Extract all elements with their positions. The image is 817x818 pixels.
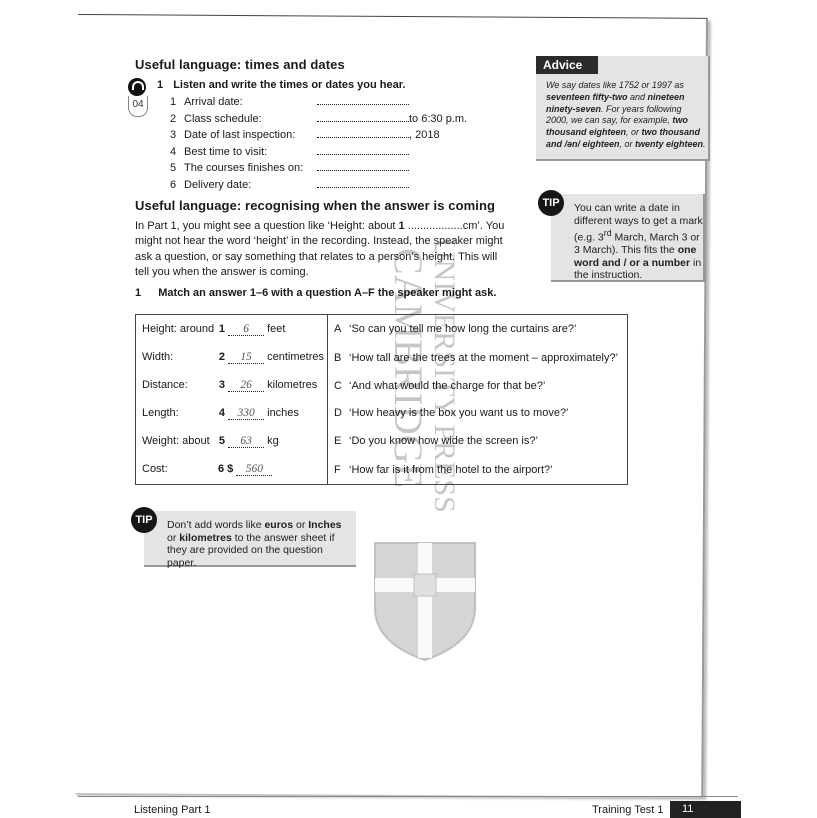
question-text: ‘How tall are the trees at the moment – approximately?’ xyxy=(349,351,619,364)
handwritten-answer[interactable]: 560 xyxy=(236,464,272,476)
item-number: 4 xyxy=(170,145,177,158)
date-item-1 xyxy=(170,95,500,108)
tip1-badge: TIP xyxy=(538,190,564,216)
handwritten-answer[interactable]: 6 xyxy=(228,324,264,336)
answer-unit: kg xyxy=(267,434,279,447)
item-number: 6 xyxy=(170,178,177,191)
page-number: 11 xyxy=(670,801,741,818)
question-cell xyxy=(328,315,628,344)
item-suffix: , 2018 xyxy=(409,129,440,141)
track-number: 04 xyxy=(128,96,148,117)
watermark-text-2: UNIVERSITY PRESS xyxy=(428,238,461,513)
question-text: ‘And what would the charge for that be?’ xyxy=(349,379,546,392)
question-letter: F xyxy=(334,463,341,476)
tip1-text: You can write a date in different ways to get a mark (e.g. 3rd March, March 3 or 3 March). This fits the one word and / or a number in the instruction. xyxy=(574,202,703,282)
answer-number: 2 xyxy=(218,351,225,364)
question-text: ‘How far is it from the hotel to the airport?’ xyxy=(349,463,553,476)
section1-heading: Useful language: times and dates xyxy=(135,57,345,72)
headphones-icon xyxy=(128,78,146,96)
answer-blank[interactable] xyxy=(317,95,409,105)
answer-label: Weight: about xyxy=(142,434,210,447)
question-letter: C xyxy=(334,379,342,392)
answer-cell xyxy=(136,372,328,400)
answer-label: Height: around xyxy=(142,322,215,335)
section2-intro: In Part 1, you might see a question like ‘Height: about 1 ..................cm’. You might not hear the word ‘height’ in the recording. Instead, the speaker might ask a question, or say something that relates to a person’s height. This will tell you when the answer is coming. xyxy=(135,220,505,278)
answer-label: Distance: xyxy=(142,379,188,391)
watermark-text-1: CAMBRIDGE xyxy=(386,248,431,489)
question-text: ‘So can you tell me how long the curtains are?’ xyxy=(349,323,577,336)
answer-unit: centimetres xyxy=(267,351,324,364)
answer-unit: kilometres xyxy=(267,379,318,391)
table-row xyxy=(136,344,628,372)
item-label: Class schedule: xyxy=(184,112,262,125)
answer-number: 3 xyxy=(218,379,225,391)
question-letter: B xyxy=(334,351,342,364)
section1-instruction xyxy=(157,79,405,91)
table-row xyxy=(136,399,628,427)
item-suffix: to 6:30 p.m. xyxy=(409,112,468,125)
answer-number: 1 xyxy=(218,322,225,335)
footer-test-label: Training Test 1 xyxy=(592,804,664,816)
item-number: 5 xyxy=(170,162,177,174)
tip2-text: Don’t add words like euros or Inches or kilometres to the answer sheet if they are provided on the question paper. xyxy=(167,519,342,569)
handwritten-answer[interactable]: 26 xyxy=(228,380,264,392)
answer-number: 5 xyxy=(218,434,225,447)
answer-label: Length: xyxy=(142,406,179,419)
item-label: Arrival date: xyxy=(184,96,243,108)
question-cell xyxy=(328,399,628,427)
table-row xyxy=(136,427,628,455)
answer-cell xyxy=(136,427,328,455)
date-item-3 xyxy=(170,128,500,141)
advice-text: We say dates like 1752 or 1997 as seventeen fifty-two and nineteen ninety-seven. For years following 2000, we can say, for example, two thousand eighteen, or two thousand and /ən/ eighteen, or twenty eighteen. xyxy=(546,80,706,149)
item-number: 3 xyxy=(170,129,177,141)
instruction-text: Match an answer 1–6 with a question A–F the speaker might ask. xyxy=(158,287,497,299)
footer-section-label: Listening Part 1 xyxy=(134,804,211,816)
question-cell xyxy=(328,344,628,372)
question-letter: E xyxy=(334,435,342,448)
item-label: Date of last inspection: xyxy=(184,129,296,141)
question-letter: D xyxy=(334,407,342,420)
answer-label: Width: xyxy=(142,351,174,364)
instruction-number: 1 xyxy=(135,287,142,299)
table-row xyxy=(136,455,628,484)
answer-blank[interactable] xyxy=(317,112,409,122)
date-item-4 xyxy=(170,145,500,158)
section2-instruction xyxy=(135,287,496,299)
section2-heading: Useful language: recognising when the answer is coming xyxy=(135,198,496,213)
table-row xyxy=(136,315,628,344)
item-number: 2 xyxy=(170,112,177,125)
table-row xyxy=(136,372,628,400)
answer-cell xyxy=(136,315,328,344)
advice-title: Advice xyxy=(536,56,598,74)
answer-cell xyxy=(136,344,328,372)
footer-rule xyxy=(78,796,738,797)
handwritten-answer[interactable]: 330 xyxy=(228,408,264,420)
answer-blank[interactable] xyxy=(317,128,409,138)
handwritten-answer[interactable]: 63 xyxy=(228,436,264,448)
date-item-2 xyxy=(170,112,500,125)
answer-number: 6 $ xyxy=(218,463,234,476)
question-text: ‘How heavy is the box you want us to move?’ xyxy=(349,407,569,420)
date-item-5 xyxy=(170,161,500,174)
question-cell xyxy=(328,455,628,484)
handwritten-answer[interactable]: 15 xyxy=(228,352,264,364)
item-label: Delivery date: xyxy=(184,178,252,191)
answer-unit: feet xyxy=(267,322,286,335)
item-label: The courses finishes on: xyxy=(184,162,304,174)
answer-blank[interactable] xyxy=(317,161,409,171)
answer-unit: inches xyxy=(267,406,299,419)
answer-blank[interactable] xyxy=(317,145,409,155)
question-cell xyxy=(328,372,628,400)
item-number: 1 xyxy=(170,96,177,108)
question-cell xyxy=(328,427,628,455)
answer-label: Cost: xyxy=(142,463,168,476)
question-text: ‘Do you know how wide the screen is?’ xyxy=(349,435,538,448)
answer-cell xyxy=(136,399,328,427)
instruction-number: 1 xyxy=(157,79,164,91)
item-label: Best time to visit: xyxy=(184,145,268,158)
match-table xyxy=(135,314,628,485)
instruction-text: Listen and write the times or dates you hear. xyxy=(173,79,406,91)
answer-blank[interactable] xyxy=(317,178,409,188)
crest-watermark xyxy=(370,538,480,663)
question-letter: A xyxy=(334,323,342,336)
answer-number: 4 xyxy=(218,406,225,419)
date-item-6 xyxy=(170,178,500,191)
answer-cell xyxy=(136,455,328,484)
tip2-badge: TIP xyxy=(131,507,157,533)
